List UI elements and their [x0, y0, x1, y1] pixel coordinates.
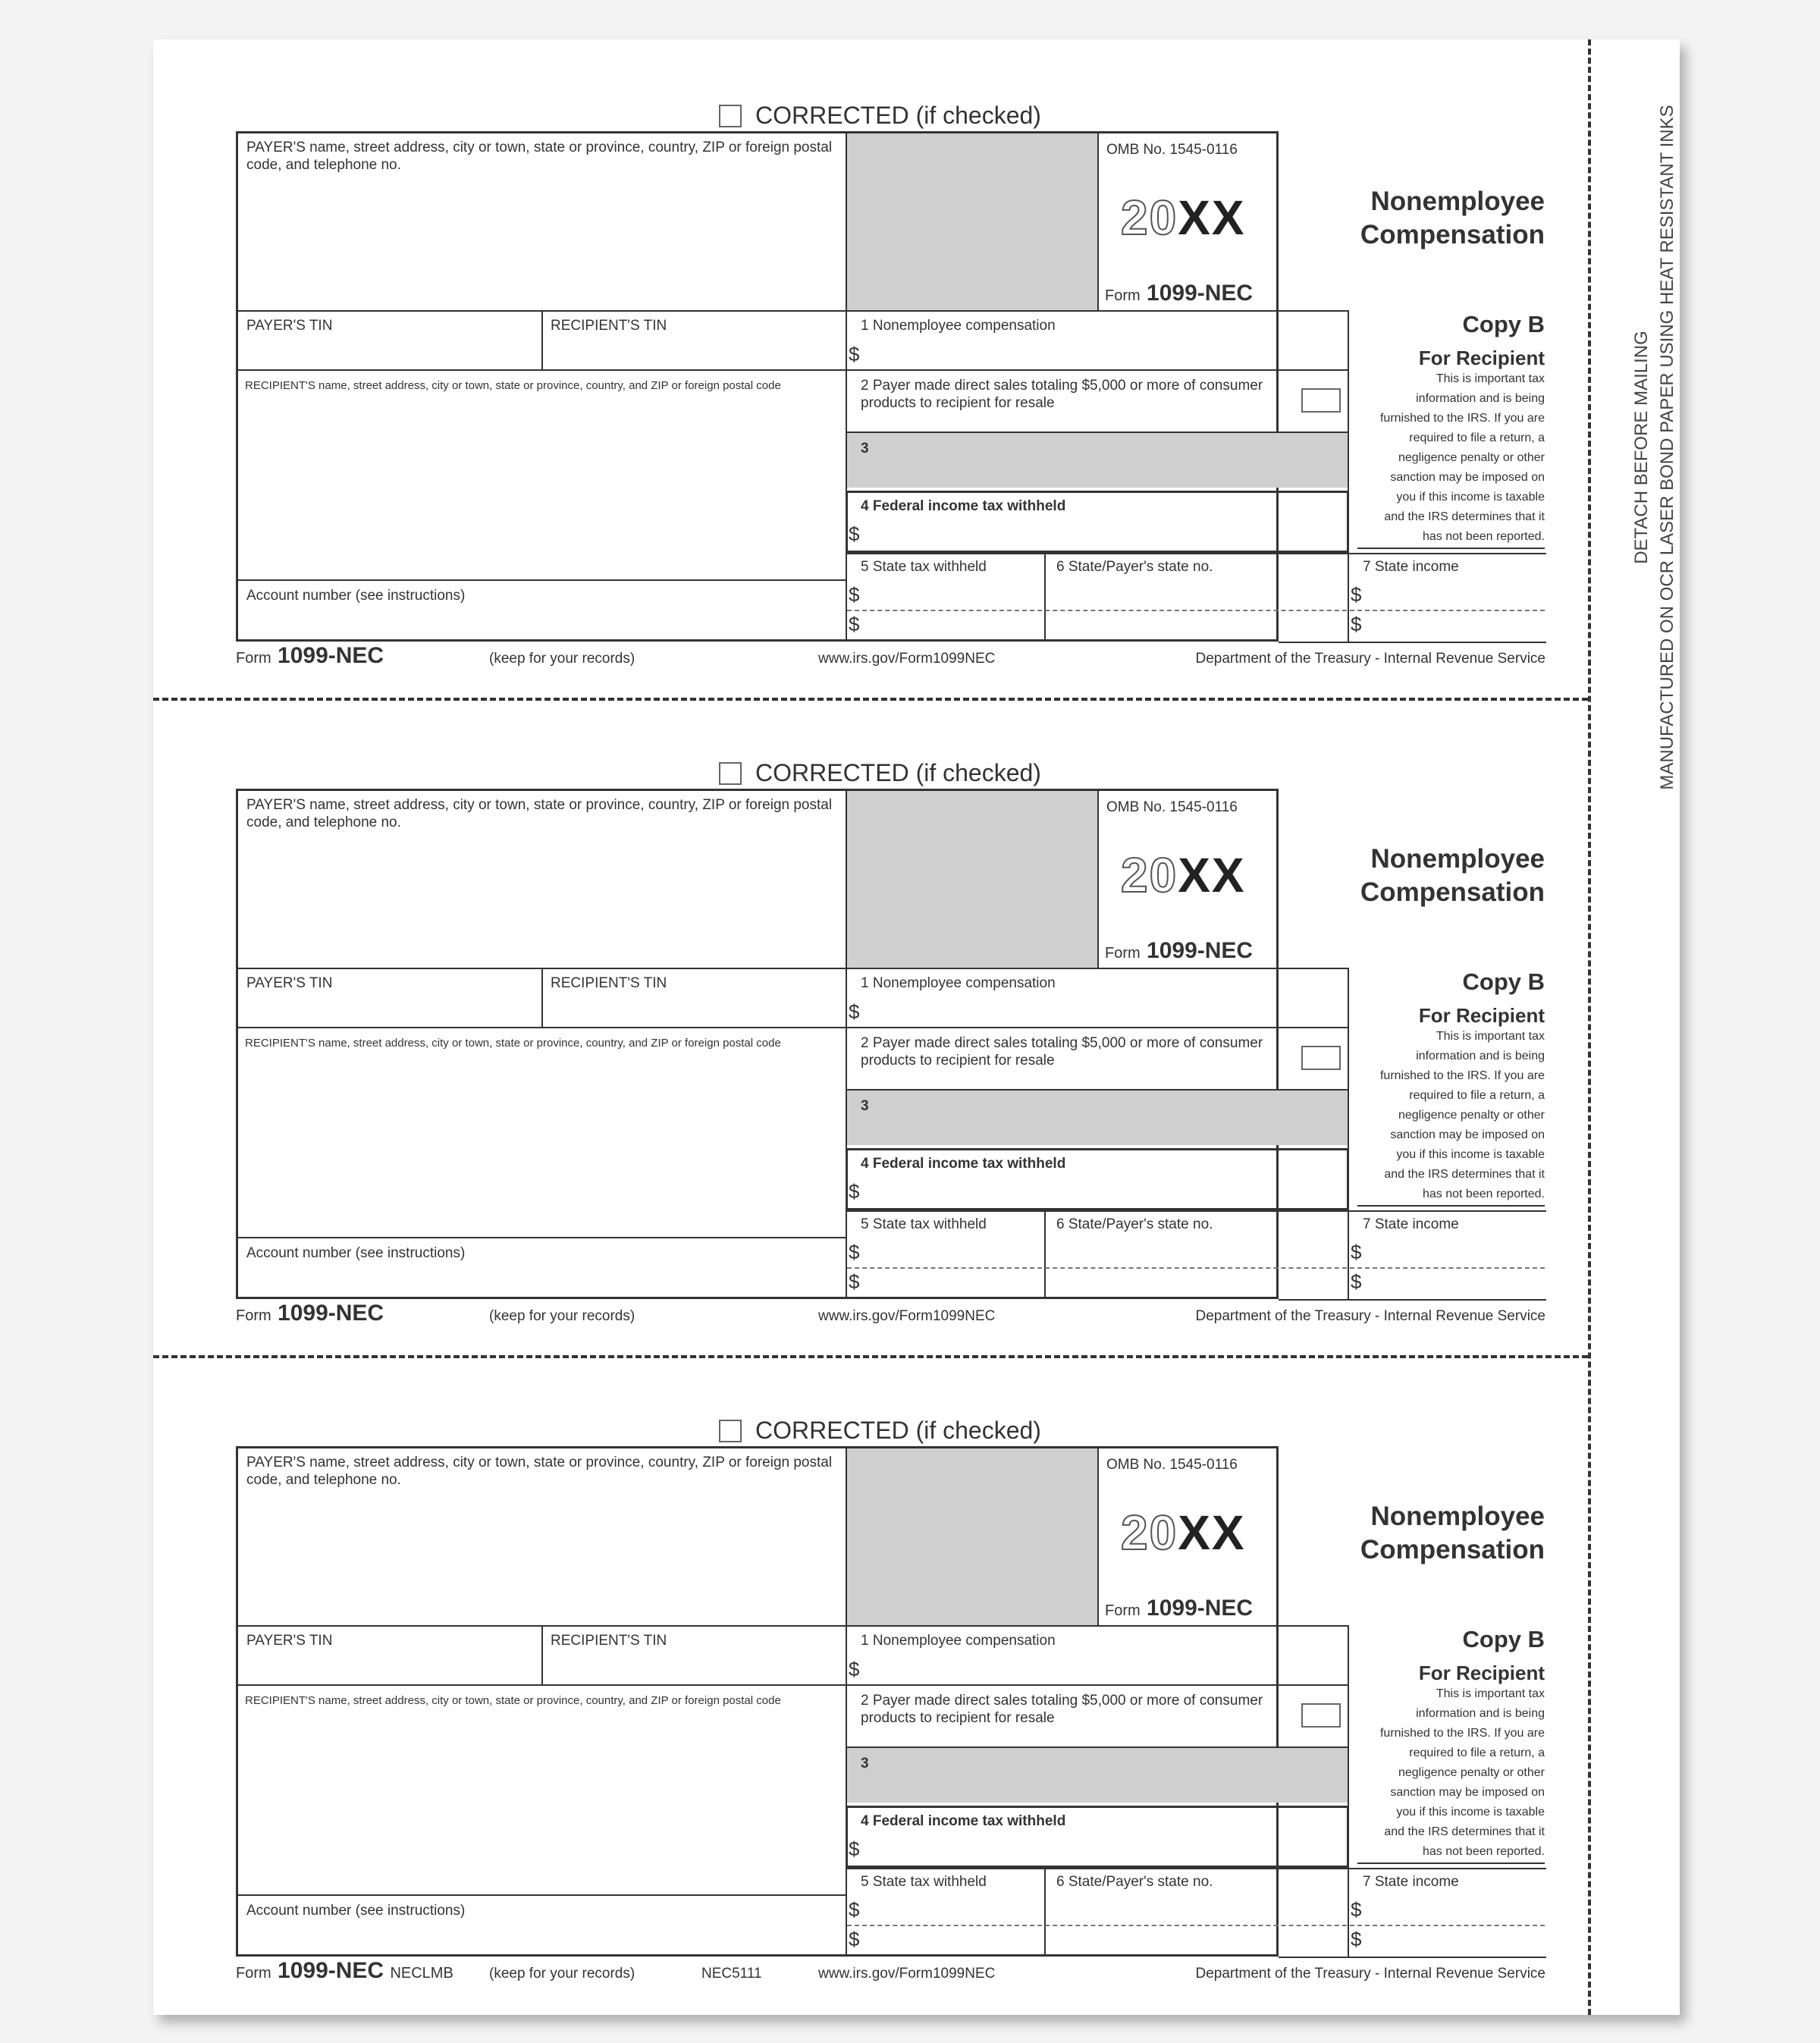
side-notice-line1: DETACH BEFORE MAILING: [1631, 331, 1652, 564]
box6-label: 6 State/Payer's state no.: [1056, 1216, 1213, 1232]
form-number-text: 1099-NEC: [1147, 938, 1254, 963]
divider: [846, 553, 1546, 554]
box4-label: 4 Federal income tax withheld: [861, 498, 1066, 514]
divider: [846, 369, 1348, 371]
footer-code-1: NECLMB: [390, 1965, 453, 1982]
for-recipient-label: For Recipient: [1418, 1662, 1545, 1684]
side-notice-line2: MANUFACTURED ON OCR LASER BOND PAPER USING HEAT RESISTANT INKS: [1657, 105, 1677, 790]
box4-label: 4 Federal income tax withheld: [861, 1156, 1066, 1172]
box1-dollar: $: [849, 1658, 860, 1681]
footer-form-number: [236, 1958, 453, 1984]
box7-dollar: $: [1351, 1241, 1362, 1263]
box4-label: 4 Federal income tax withheld: [861, 1813, 1066, 1829]
corrected-checkbox[interactable]: [719, 105, 742, 127]
footer-department: Department of the Treasury - Internal Revenue Service: [1195, 1966, 1545, 1982]
divider: [236, 1894, 847, 1896]
box6-label: 6 State/Payer's state no.: [1056, 1874, 1213, 1890]
notice-line: you if this income is taxable: [1396, 1806, 1545, 1819]
notice-line: and the IRS determines that it: [1384, 1825, 1545, 1838]
form-title: [1360, 1500, 1545, 1567]
notice-line: and the IRS determines that it: [1384, 510, 1545, 523]
divider: [1097, 131, 1099, 310]
box5-dollar: $: [849, 583, 860, 606]
box7-dollar: $: [1351, 1898, 1362, 1921]
divider: [846, 1089, 1348, 1091]
box2-label: 2 Payer made direct sales totaling $5,000 or more of consumer products to recipient for resale: [861, 1693, 1263, 1726]
box1-dollar: $: [849, 1000, 860, 1023]
box3-shaded: [847, 1748, 1348, 1803]
box1-label: 1 Nonemployee compensation: [861, 975, 1056, 991]
dashed-divider: [847, 610, 1545, 611]
notice-line: and the IRS determines that it: [1384, 1168, 1545, 1181]
box5-dollar: $: [849, 1241, 860, 1263]
divider: [1279, 1299, 1546, 1301]
recipient-tin-label: RECIPIENT'S TIN: [551, 1633, 667, 1649]
for-recipient-label: For Recipient: [1418, 347, 1545, 369]
form-title-line2: Compensation: [1360, 1535, 1545, 1564]
notice-line: information and is being: [1416, 392, 1545, 405]
divider: [1279, 642, 1546, 643]
divider: [846, 1446, 847, 1957]
notice-line: sanction may be imposed on: [1390, 471, 1545, 484]
footer-form-number-text: 1099-NEC: [278, 1958, 384, 1983]
account-number-label: Account number (see instructions): [246, 588, 466, 604]
box5-label: 5 State tax withheld: [861, 559, 987, 575]
tax-year: [1121, 1505, 1246, 1561]
box5-dollar: $: [849, 1898, 860, 1921]
divider: [236, 1027, 847, 1028]
divider: [1044, 1868, 1046, 1957]
form-title-line2: Compensation: [1360, 877, 1545, 907]
notice-line: negligence penalty or other: [1398, 1109, 1545, 1122]
box1-dollar: $: [849, 343, 860, 366]
recipient-notice: [1317, 1027, 1545, 1204]
recipient-name-label: RECIPIENT'S name, street address, city or town, state or province, country, and ZIP or foreign postal code: [245, 1694, 781, 1707]
box1-label: 1 Nonemployee compensation: [861, 318, 1056, 334]
divider: [541, 310, 543, 369]
notice-underline: [1357, 548, 1545, 549]
box7-dollar: $: [1351, 583, 1362, 606]
corrected-checkbox[interactable]: [719, 1420, 742, 1442]
copy-label: Copy B: [1462, 968, 1545, 995]
corrected-label: CORRECTED (if checked): [755, 102, 1041, 129]
footer-form-word: Form: [236, 650, 271, 667]
payer-name-label: PAYER'S name, street address, city or town, state or province, country, ZIP or foreign postal code, and telephone no.: [246, 140, 833, 173]
form-1099-nec-copy-3: [0, 1315, 1820, 1983]
copy-label: Copy B: [1462, 1626, 1545, 1652]
box7-dollar-2: $: [1351, 1270, 1362, 1293]
notice-line: This is important tax: [1436, 372, 1545, 385]
divider: [1097, 789, 1099, 968]
tax-year-prefix: 20: [1121, 1505, 1178, 1560]
divider: [236, 369, 847, 371]
divider: [846, 432, 1348, 433]
box3-shaded: [847, 433, 1348, 488]
box4-dollar: $: [849, 1180, 860, 1203]
corrected-checkbox[interactable]: [719, 762, 742, 785]
footer-irs-url: www.irs.gov/Form1099NEC: [818, 651, 996, 667]
divider: [846, 1868, 1546, 1869]
tax-year-suffix: XX: [1178, 848, 1246, 902]
form-number-text: 1099-NEC: [1147, 1596, 1254, 1621]
notice-line: sanction may be imposed on: [1390, 1786, 1545, 1799]
omb-number: OMB No. 1545-0116: [1106, 1457, 1238, 1473]
divider: [846, 1684, 1348, 1686]
copy-label: Copy B: [1462, 311, 1545, 337]
corrected-label: CORRECTED (if checked): [755, 1417, 1041, 1444]
divider: [1279, 1957, 1546, 1958]
notice-underline: [1357, 1863, 1545, 1864]
notice-line: information and is being: [1416, 1050, 1545, 1062]
shaded-block: [847, 791, 1097, 968]
notice-line: negligence penalty or other: [1398, 451, 1545, 464]
tax-year-prefix: 20: [1121, 190, 1178, 245]
shaded-block: [847, 133, 1097, 310]
footer-keep-records: (keep for your records): [489, 651, 635, 667]
footer-keep-records: (keep for your records): [489, 1308, 635, 1324]
box6-label: 6 State/Payer's state no.: [1056, 559, 1213, 575]
box3-label: 3: [861, 441, 869, 457]
payer-tin-label: PAYER'S TIN: [246, 975, 333, 991]
notice-line: This is important tax: [1436, 1687, 1545, 1700]
footer-form-number-text: 1099-NEC: [278, 643, 384, 668]
divider: [1097, 1446, 1099, 1625]
box3-label: 3: [861, 1098, 869, 1114]
footer-code-2: NEC5111: [701, 1966, 762, 1982]
form-title-line1: Nonemployee: [1370, 1502, 1545, 1531]
divider: [846, 131, 847, 642]
form-number: [1105, 938, 1253, 964]
omb-number: OMB No. 1545-0116: [1106, 799, 1238, 815]
payer-tin-label: PAYER'S TIN: [246, 1633, 333, 1649]
form-1099-nec-copy-1: [0, 0, 1820, 668]
shaded-block: [847, 1448, 1097, 1625]
payer-tin-label: PAYER'S TIN: [246, 318, 333, 334]
form-number: [1105, 1596, 1253, 1621]
divider: [236, 1237, 847, 1238]
notice-line: negligence penalty or other: [1398, 1766, 1545, 1779]
for-recipient-label: For Recipient: [1418, 1004, 1545, 1027]
tax-year-prefix: 20: [1121, 848, 1178, 902]
form-title: [1360, 185, 1545, 252]
recipient-tin-label: RECIPIENT'S TIN: [551, 975, 667, 991]
footer-department: Department of the Treasury - Internal Revenue Service: [1195, 651, 1545, 667]
form-number: [1105, 281, 1253, 306]
divider: [236, 1625, 1348, 1627]
box5-label: 5 State tax withheld: [861, 1216, 987, 1232]
recipient-notice: [1317, 1684, 1545, 1862]
form-1099-nec-copy-2: [0, 657, 1820, 1326]
notice-line: furnished to the IRS. If you are: [1379, 1727, 1545, 1740]
divider: [846, 1027, 1348, 1028]
footer-form-word: Form: [236, 1307, 271, 1324]
form-word: Form: [1105, 1602, 1141, 1619]
box7-dollar-2: $: [1351, 613, 1362, 635]
box4-dollar: $: [849, 1837, 860, 1860]
form-title: [1360, 843, 1545, 909]
box7-label: 7 State income: [1363, 1216, 1459, 1232]
recipient-tin-label: RECIPIENT'S TIN: [551, 318, 667, 334]
divider: [236, 579, 847, 581]
box2-label: 2 Payer made direct sales totaling $5,000 or more of consumer products to recipient for resale: [861, 1035, 1263, 1069]
notice-line: sanction may be imposed on: [1390, 1128, 1545, 1141]
box5-dollar-2: $: [849, 1928, 860, 1950]
notice-line: required to file a return, a: [1409, 1746, 1545, 1759]
box7-label: 7 State income: [1363, 559, 1459, 575]
payer-name-label: PAYER'S name, street address, city or town, state or province, country, ZIP or foreign postal code, and telephone no.: [246, 1455, 833, 1488]
notice-line: This is important tax: [1436, 1030, 1545, 1043]
form-word: Form: [1105, 945, 1141, 962]
notice-line: required to file a return, a: [1409, 1089, 1545, 1102]
divider: [1044, 1210, 1046, 1299]
box3-shaded: [847, 1091, 1348, 1145]
divider: [1044, 553, 1046, 642]
footer-irs-url: www.irs.gov/Form1099NEC: [818, 1966, 996, 1982]
notice-line: furnished to the IRS. If you are: [1379, 412, 1545, 425]
box5-label: 5 State tax withheld: [861, 1874, 987, 1890]
form-number-text: 1099-NEC: [1147, 281, 1254, 306]
box5-dollar-2: $: [849, 613, 860, 635]
dashed-divider: [847, 1925, 1545, 1926]
footer-department: Department of the Treasury - Internal Revenue Service: [1195, 1308, 1545, 1324]
box7-dollar-2: $: [1351, 1928, 1362, 1950]
notice-underline: [1357, 1205, 1545, 1207]
notice-line: has not been reported.: [1422, 530, 1545, 543]
box7-label: 7 State income: [1363, 1874, 1459, 1890]
account-number-label: Account number (see instructions): [246, 1245, 466, 1261]
footer-form-word: Form: [236, 1965, 271, 1982]
form-title-line1: Nonemployee: [1370, 187, 1545, 216]
divider: [236, 1684, 847, 1686]
account-number-label: Account number (see instructions): [246, 1903, 466, 1919]
notice-line: has not been reported.: [1422, 1845, 1545, 1858]
divider: [846, 1746, 1348, 1748]
payer-name-label: PAYER'S name, street address, city or town, state or province, country, ZIP or foreign postal code, and telephone no.: [246, 797, 833, 830]
divider: [846, 1210, 1546, 1212]
box2-label: 2 Payer made direct sales totaling $5,000 or more of consumer products to recipient for resale: [861, 378, 1263, 411]
notice-line: has not been reported.: [1422, 1188, 1545, 1200]
form-title-line2: Compensation: [1360, 220, 1545, 249]
notice-line: you if this income is taxable: [1396, 491, 1545, 504]
box5-dollar-2: $: [849, 1270, 860, 1293]
footer-form-number-text: 1099-NEC: [278, 1301, 384, 1326]
divider: [236, 310, 1348, 312]
dashed-divider: [847, 1267, 1545, 1269]
notice-line: furnished to the IRS. If you are: [1379, 1069, 1545, 1082]
divider: [541, 1625, 543, 1684]
tax-year: [1121, 847, 1246, 903]
notice-line: you if this income is taxable: [1396, 1148, 1545, 1161]
recipient-name-label: RECIPIENT'S name, street address, city or town, state or province, country, and ZIP or foreign postal code: [245, 1037, 781, 1050]
notice-line: information and is being: [1416, 1707, 1545, 1720]
box3-label: 3: [861, 1756, 869, 1772]
notice-line: required to file a return, a: [1409, 432, 1545, 444]
divider: [236, 968, 1348, 969]
form-title-line1: Nonemployee: [1370, 844, 1545, 874]
footer-irs-url: www.irs.gov/Form1099NEC: [818, 1308, 996, 1324]
tax-year-suffix: XX: [1178, 190, 1246, 245]
divider: [541, 968, 543, 1027]
recipient-name-label: RECIPIENT'S name, street address, city or town, state or province, country, and ZIP or foreign postal code: [245, 379, 781, 392]
corrected-label: CORRECTED (if checked): [755, 759, 1041, 786]
tax-year-suffix: XX: [1178, 1505, 1246, 1560]
footer-keep-records: (keep for your records): [489, 1966, 635, 1982]
divider: [846, 789, 847, 1299]
omb-number: OMB No. 1545-0116: [1106, 142, 1238, 158]
tax-year: [1121, 190, 1246, 246]
box4-dollar: $: [849, 523, 860, 545]
box1-label: 1 Nonemployee compensation: [861, 1633, 1056, 1649]
recipient-notice: [1317, 369, 1545, 547]
form-word: Form: [1105, 287, 1141, 304]
